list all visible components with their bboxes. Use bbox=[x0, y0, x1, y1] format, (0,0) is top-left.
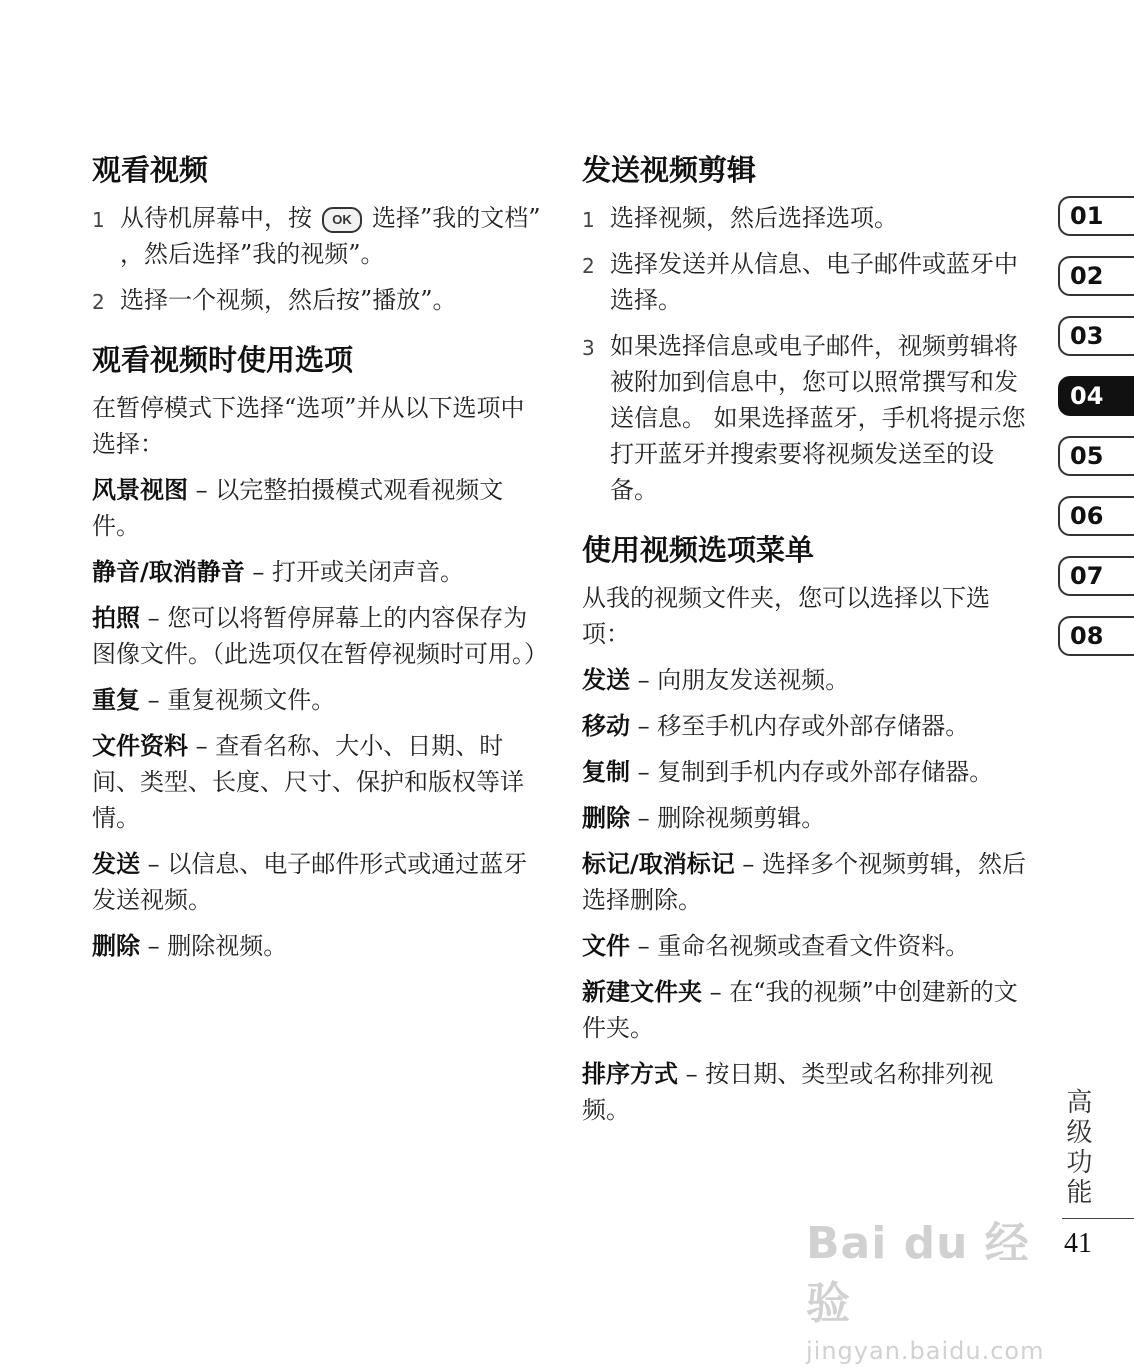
option-item bbox=[92, 846, 547, 918]
option-desc: – 向朋友发送视频。 bbox=[630, 666, 850, 694]
option-item bbox=[92, 554, 547, 590]
chapter-tab-08[interactable]: 08 bbox=[1058, 616, 1134, 656]
chapter-tab-07[interactable]: 07 bbox=[1058, 556, 1134, 596]
option-item bbox=[582, 708, 1032, 744]
option-term: 删除 bbox=[92, 932, 140, 960]
option-term: 重复 bbox=[92, 686, 140, 714]
section-heading-playback-options: 观看视频时使用选项 bbox=[92, 343, 354, 377]
option-desc: – 选择多个视频剪辑，然后选择删除。 bbox=[582, 850, 1027, 914]
step-text-after: 选择”我的文档” ，然后选择”我的视频”。 bbox=[120, 204, 541, 268]
left-column bbox=[92, 150, 547, 974]
option-desc: – 在“我的视频”中创建新的文件夹。 bbox=[582, 978, 1018, 1042]
step-number: 1 bbox=[582, 208, 595, 232]
watermark-url: jingyan.baidu.com bbox=[806, 1337, 1045, 1365]
step-text: 选择发送并从信息、电子邮件或蓝牙中选择。 bbox=[610, 250, 1018, 314]
step-item bbox=[582, 200, 1032, 236]
step-text: 选择视频，然后选择选项。 bbox=[610, 204, 898, 232]
ok-key-icon: OK bbox=[322, 207, 362, 233]
option-term: 文件 bbox=[582, 932, 630, 960]
option-term: 排序方式 bbox=[582, 1060, 678, 1088]
option-term: 复制 bbox=[582, 758, 630, 786]
option-item bbox=[582, 974, 1032, 1046]
option-desc: – 重复视频文件。 bbox=[140, 686, 336, 714]
option-desc: – 复制到手机内存或外部存储器。 bbox=[630, 758, 994, 786]
option-term: 新建文件夹 bbox=[582, 978, 702, 1006]
option-term: 风景视图 bbox=[92, 476, 188, 504]
option-desc: – 以完整拍摄模式观看视频文件。 bbox=[92, 476, 504, 540]
step-text: 选择一个视频，然后按”播放”。 bbox=[120, 286, 457, 314]
option-term: 文件资料 bbox=[92, 732, 188, 760]
option-desc: – 打开或关闭声音。 bbox=[244, 558, 465, 586]
chapter-tabs bbox=[1058, 196, 1134, 676]
chapter-tab-03[interactable]: 03 bbox=[1058, 316, 1134, 356]
option-item bbox=[582, 1056, 1032, 1128]
section-heading-video-options-menu: 使用视频选项菜单 bbox=[582, 533, 815, 567]
step-text-before: 从待机屏幕中，按 bbox=[120, 204, 312, 232]
option-desc: – 重命名视频或查看文件资料。 bbox=[630, 932, 970, 960]
chapter-tab-02[interactable]: 02 bbox=[1058, 256, 1134, 296]
option-item bbox=[92, 682, 547, 718]
option-desc: – 删除视频剪辑。 bbox=[630, 804, 826, 832]
option-term: 拍照 bbox=[92, 604, 140, 632]
step-number: 2 bbox=[582, 254, 595, 278]
baidu-watermark bbox=[806, 1214, 1068, 1365]
option-item bbox=[582, 846, 1032, 918]
watermark-logo bbox=[806, 1214, 1068, 1334]
step-number: 3 bbox=[582, 336, 595, 360]
option-item bbox=[92, 472, 547, 544]
right-column bbox=[582, 150, 1032, 1138]
step-item bbox=[92, 282, 547, 318]
chapter-tab-06[interactable]: 06 bbox=[1058, 496, 1134, 536]
option-term: 标记/取消标记 bbox=[582, 850, 735, 878]
option-term: 移动 bbox=[582, 712, 630, 740]
chapter-title-vertical: 高级功能 bbox=[1062, 1088, 1092, 1208]
option-item bbox=[92, 728, 547, 836]
watch-video-steps bbox=[92, 200, 547, 318]
page-number-rule bbox=[1062, 1218, 1134, 1219]
send-video-steps bbox=[582, 200, 1032, 508]
chapter-tab-05[interactable]: 05 bbox=[1058, 436, 1134, 476]
option-term: 发送 bbox=[92, 850, 140, 878]
watermark-logo-text: Bai du 经验 bbox=[806, 1218, 1030, 1329]
intro-text: 在暂停模式下选择“选项”并从以下选项中选择： bbox=[92, 394, 525, 458]
section-heading-watch-video: 观看视频 bbox=[92, 153, 209, 187]
section-heading-send-video: 发送视频剪辑 bbox=[582, 153, 757, 187]
option-desc: – 移至手机内存或外部存储器。 bbox=[630, 712, 970, 740]
step-item bbox=[582, 246, 1032, 318]
option-item bbox=[92, 928, 547, 964]
option-item bbox=[92, 600, 547, 672]
step-item bbox=[582, 328, 1032, 508]
option-term: 发送 bbox=[582, 666, 630, 694]
option-item bbox=[582, 754, 1032, 790]
step-number: 1 bbox=[92, 208, 105, 232]
option-desc: – 您可以将暂停屏幕上的内容保存为图像文件。（此选项仅在暂停视频时可用。） bbox=[92, 604, 548, 668]
option-desc: – 按日期、类型或名称排列视频。 bbox=[582, 1060, 994, 1124]
option-item bbox=[582, 662, 1032, 698]
step-number: 2 bbox=[92, 290, 105, 314]
option-term: 删除 bbox=[582, 804, 630, 832]
option-desc: – 查看名称、大小、日期、时间、类型、长度、尺寸、保护和版权等详情。 bbox=[92, 732, 524, 832]
option-term: 静音/取消静音 bbox=[92, 558, 245, 586]
page-number: 41 bbox=[1064, 1228, 1092, 1259]
option-desc: – 删除视频。 bbox=[140, 932, 288, 960]
option-item bbox=[582, 800, 1032, 836]
chapter-tab-01[interactable]: 01 bbox=[1058, 196, 1134, 236]
chapter-tab-04[interactable]: 04 bbox=[1058, 376, 1134, 416]
option-item bbox=[582, 928, 1032, 964]
step-item bbox=[92, 200, 547, 272]
intro-text: 从我的视频文件夹，您可以选择以下选项： bbox=[582, 584, 990, 648]
option-desc: – 以信息、电子邮件形式或通过蓝牙发送视频。 bbox=[92, 850, 528, 914]
step-text: 如果选择信息或电子邮件，视频剪辑将被附加到信息中，您可以照常撰写和发送信息。 如果选择蓝牙，手机将提示您打开蓝牙并搜索要将视频发送至的设备。 bbox=[610, 332, 1026, 504]
